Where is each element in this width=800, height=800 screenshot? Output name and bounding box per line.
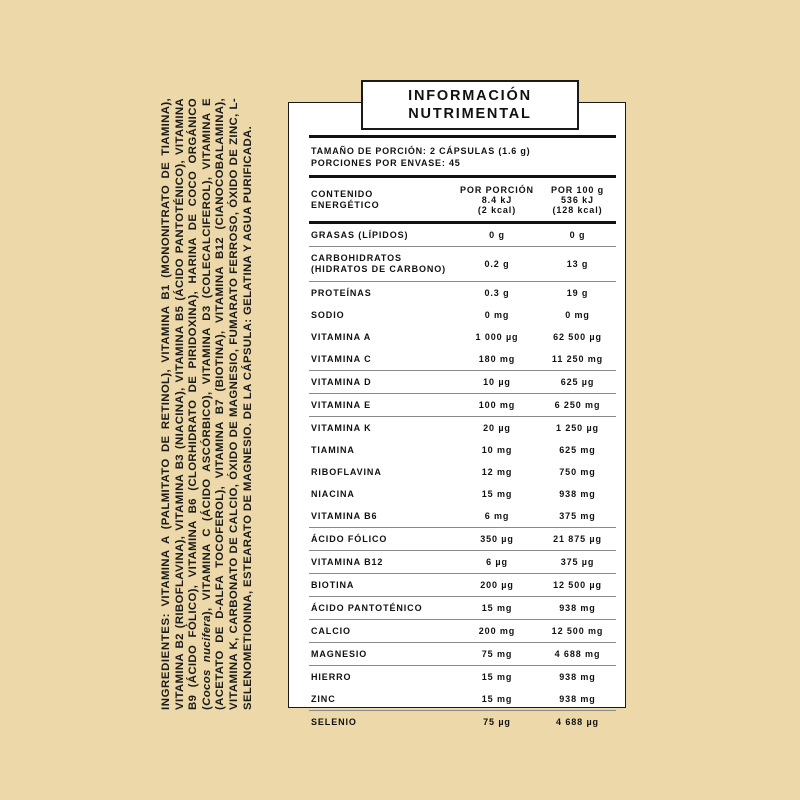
nutrient-per-100g: 4 688 mg [554,649,601,659]
ingredients-text [160,98,268,710]
nutrient-name: ZINC [311,694,336,704]
nutrient-name: CALCIO [311,626,351,636]
per-100g-header [539,185,616,215]
nutrient-name: NIACINA [311,489,355,499]
nutrient-per-100g: 0 g [569,230,586,240]
nutrient-row-calcio [309,620,616,643]
nutrient-per-100g: 938 mg [559,672,596,682]
nutrient-row-grasas [309,224,616,247]
nutrient-per-serving: 10 mg [481,445,513,455]
nutrient-per-100g: 375 µg [560,557,595,567]
nutrient-row-vitamina-a [309,326,616,348]
nutrient-row-tiamina [309,439,616,461]
nutrient-row-sodio [309,304,616,326]
per-100g-kj: 536 kJ [561,194,594,205]
nutrient-name: TIAMINA [311,445,355,455]
nutrient-name [309,253,455,275]
nutrient-name: SELENIO [311,717,357,727]
nutrient-row-vitamina-e [309,394,616,417]
nutrient-per-serving: 15 mg [481,489,513,499]
nutrient-row-selenio [309,711,616,733]
nutrient-row-vitamina-c [309,348,616,371]
nutrient-name: MAGNESIO [311,649,368,659]
nutrient-name: PROTEÍNAS [311,288,372,298]
nutrient-row-riboflavina [309,461,616,483]
energy-label-line1: CONTENIDO [311,188,374,199]
energy-label-line2: ENERGÉTICO [311,199,380,210]
nutrient-row-proteinas [309,282,616,304]
nutrient-row-carbohidratos [309,247,616,282]
nutrient-per-100g: 12 500 mg [551,626,604,636]
nutrient-name: VITAMINA A [311,332,372,342]
per-100g-kcal: (128 kcal) [552,204,603,215]
per-serving-header [455,185,539,215]
nutrient-per-serving: 0.3 g [484,288,510,298]
nutrient-row-vitamina-d [309,371,616,394]
nutrient-per-serving: 0 mg [484,310,510,320]
per-serving-kj: 8.4 kJ [481,194,513,205]
nutrient-per-100g: 1 250 µg [556,423,599,433]
nutrient-per-serving: 6 mg [484,511,510,521]
nutrient-name: HIERRO [311,672,352,682]
nutrient-name: BIOTINA [311,580,355,590]
nutrient-per-serving: 6 µg [486,557,508,567]
nutrient-per-serving: 12 mg [481,467,513,477]
nutrient-per-100g: 0 mg [565,310,590,320]
nutrient-name: VITAMINA B6 [311,511,378,521]
nutrient-row-magnesio [309,643,616,666]
nutrient-row-zinc [309,688,616,711]
nutrient-per-100g: 11 250 mg [551,354,604,364]
nutrient-name-line2: (HIDRATOS DE CARBONO) [311,264,447,274]
nutrient-per-100g: 625 µg [560,377,595,387]
nutrient-name: SODIO [311,310,345,320]
nutrient-name: GRASAS (LÍPIDOS) [311,230,409,240]
nutrient-row-vitamina-b6 [309,505,616,528]
nutrition-title-line2: NUTRIMENTAL [408,106,532,122]
nutrient-per-serving: 200 µg [480,580,514,590]
nutrient-per-serving: 15 mg [481,603,513,613]
ingredients-block [160,98,268,710]
nutrient-per-100g: 19 g [566,288,589,298]
nutrient-name: VITAMINA K [311,423,372,433]
nutrient-name: ÁCIDO PANTOTÉNICO [311,603,423,613]
nutrient-per-serving: 350 µg [480,534,514,544]
nutrient-per-100g: 13 g [566,258,589,269]
nutrient-per-serving: 20 µg [483,423,511,433]
ingredients-italic-species: Cocos nucifera [200,615,213,706]
nutrient-per-100g: 938 mg [559,489,596,499]
nutrient-per-100g: 750 mg [559,467,596,477]
nutrient-row-niacina [309,483,616,505]
nutrient-per-100g: 375 mg [559,511,596,521]
nutrient-name: VITAMINA B12 [311,557,384,567]
per-100g-title: POR 100 g [550,184,605,195]
nutrition-table [309,135,616,733]
nutrient-row-biotina [309,574,616,597]
nutrition-panel [288,102,626,727]
nutrient-per-serving: 75 µg [483,717,511,727]
per-serving-title: POR PORCIÓN [460,184,534,195]
nutrient-per-100g: 12 500 µg [553,580,602,590]
nutrient-per-serving: 75 mg [481,649,513,659]
nutrient-per-100g: 625 mg [559,445,596,455]
serving-size: TAMAÑO DE PORCIÓN: 2 CÁPSULAS (1.6 g) [311,146,531,156]
energy-label [309,189,455,211]
nutrient-per-100g: 938 mg [559,694,596,704]
nutrient-per-100g: 6 250 mg [554,400,601,410]
nutrient-row-hierro [309,666,616,688]
nutrient-row-vitamina-k [309,417,616,439]
nutrient-row-acido-folico [309,528,616,551]
serving-info [309,138,616,175]
nutrition-title-line1: INFORMACIÓN [408,88,532,104]
nutrient-per-100g: 62 500 µg [553,332,602,342]
nutrient-row-vitamina-b12 [309,551,616,574]
nutrient-per-serving: 15 mg [481,672,513,682]
nutrient-name: VITAMINA E [311,400,371,410]
nutrient-per-100g: 4 688 µg [556,717,599,727]
nutrient-name: VITAMINA C [311,354,372,364]
nutrient-per-serving: 200 mg [478,626,516,636]
nutrient-per-serving: 15 mg [481,694,513,704]
ingredients-list-part2: ), VITAMINA C (ÁCIDO ASCÓRBICO), VITAMINA D3 (COLECALCIFEROL), VITAMINA E (ACETATO DE D-ALFA TOCOFEROL), VITAMINA B7 (BIOTINA), VITAMINA B12 (CIANOCOBALAMINA), VITAMINA K, CARBONATO DE CALCIO, ÓXIDO DE MAGNESIO, FUMARATO FERROSO, ÓXIDO DE ZINC, L-SELENOMETIONINA, ESTEARATO DE MAGNESIO. DE LA CÁPSULA: GELATINA Y AGUA PURIFICADA. [200,98,254,710]
nutrient-name: VITAMINA D [311,377,372,387]
nutrition-title-box [361,80,579,130]
nutrient-name: ÁCIDO FÓLICO [311,534,388,544]
nutrient-per-serving: 0 g [489,230,505,240]
nutrient-per-serving: 180 mg [478,354,516,364]
nutrient-per-100g: 21 875 µg [553,534,602,544]
nutrient-per-serving: 100 mg [478,400,516,410]
nutrient-name-line1: CARBOHIDRATOS [311,253,402,263]
energy-header-row [309,178,616,221]
nutrient-per-serving: 10 µg [483,377,511,387]
per-serving-kcal: (2 kcal) [477,204,517,215]
nutrient-per-100g: 938 mg [559,603,596,613]
nutrient-row-acido-pantotenico [309,597,616,620]
nutrient-per-serving: 1 000 µg [475,332,519,342]
ingredients-list-part1: VITAMINA A (PALMITATO DE RETINOL), VITAMINA B1 (MONONITRATO DE TIAMINA), VITAMINA B2 (RIBOFLAVINA), VITAMINA B3 (NIACINA), VITAMINA B5 (ÁCIDO PANTOTÉNICO), VITAMINA B9 (ÁCIDO FÓLICO), VITAMINA B6 (CLORHIDRATO DE PIRIDOXINA), HARINA DE COCO ORGÁNICO ( [160,98,213,710]
servings-per-container: PORCIONES POR ENVASE: 45 [311,158,461,168]
nutrient-per-serving: 0.2 g [484,258,510,269]
nutrient-name: RIBOFLAVINA [311,467,382,477]
ingredients-title: INGREDIENTES: [160,612,172,710]
